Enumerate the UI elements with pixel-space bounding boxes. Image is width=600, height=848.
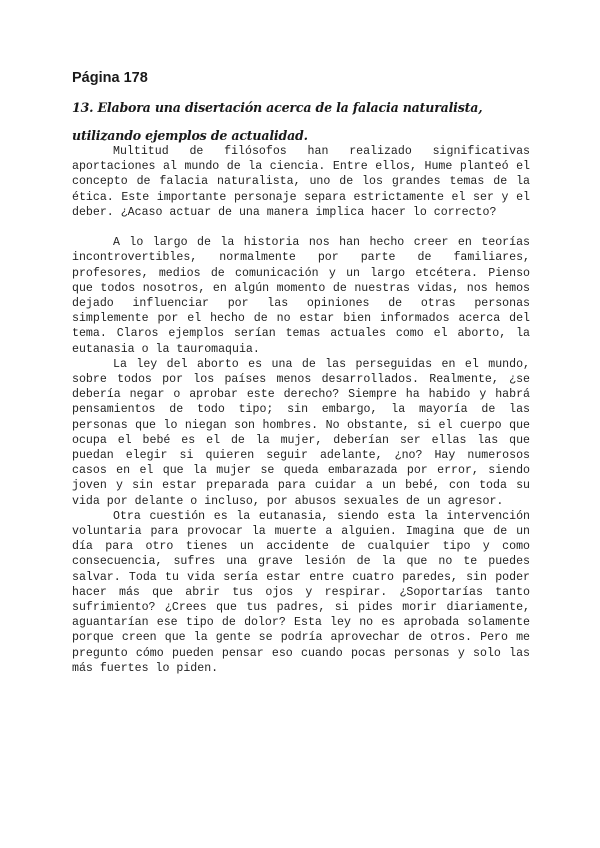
page-heading: Página 178 [72, 70, 148, 86]
paragraph-euthanasia: Otra cuestión es la eutanasia, siendo esta la intervención voluntaria para provocar la muerte a alguien. Imagina que de un día para otro tienes un accidente de cualquier tipo y como consecuencia, sufres una grave lesión de la que no te puedes salvar. Toda tu vida sería estar entre cuatro paredes, sin poder hacer más que abrir tus ojos y respirar. ¿Soportarías tanto sufrimiento? ¿Crees que tus padres, si pides morir diariamente, aguantarían ese tipo de dolor? Esta ley no es aprobada solamente porque creen que la gente se podría aprovechar de otros. Pero me pregunto cómo pueden pensar eso cuando pocas personas y solo las más fuertes lo piden. [72, 509, 530, 675]
question-title: 13. Elabora una disertación acerca de la falacia naturalista, utilizando ejemplos de actualidad. [72, 100, 483, 143]
essay-body [72, 144, 530, 676]
paragraph-intro: Multitud de filósofos han realizado significativas aportaciones al mundo de la ciencia. Entre ellos, Hume planteó el concepto de falacia naturalista, uno de los grandes temas de la ética. Este importante personaje separa estrictamente el ser y el deber. ¿Acaso actuar de una manera implica hacer lo correcto? [72, 145, 530, 219]
paragraph-influence: A lo largo de la historia nos han hecho creer en teorías incontrovertibles, normalmente por parte de familiares, profesores, medios de comunicación y un largo etcétera. Pienso que todos nosotros, en algún momento de nuestras vidas, nos hemos dejado influenciar por las opiniones de otras personas simplemente por el hecho de no estar bien informados acerca del tema. Claros ejemplos serían temas actuales como el aborto, la eutanasia o la tauromaquia. [72, 236, 530, 356]
paragraph-abortion: La ley del aborto es una de las perseguidas en el mundo, sobre todos por los países menos desarrollados. Realmente, ¿se debería negar o aprobar este derecho? Siempre ha habido y habrá pensamientos de todo tipo; sin embargo, la mayoría de las personas que lo niegan son hombres. No obstante, si el cuerpo que ocupa el bebé es el de la mujer, deberían ser ellas las que puedan elegir si quieren seguir adelante, ¿no? Hay numerosos casos en el que la mujer se queda embarazada por error, siendo joven y sin estar preparada para cuidar a un bebé, con toda su vida por delante o incluso, por abusos sexuales de un agresor. [72, 357, 530, 508]
